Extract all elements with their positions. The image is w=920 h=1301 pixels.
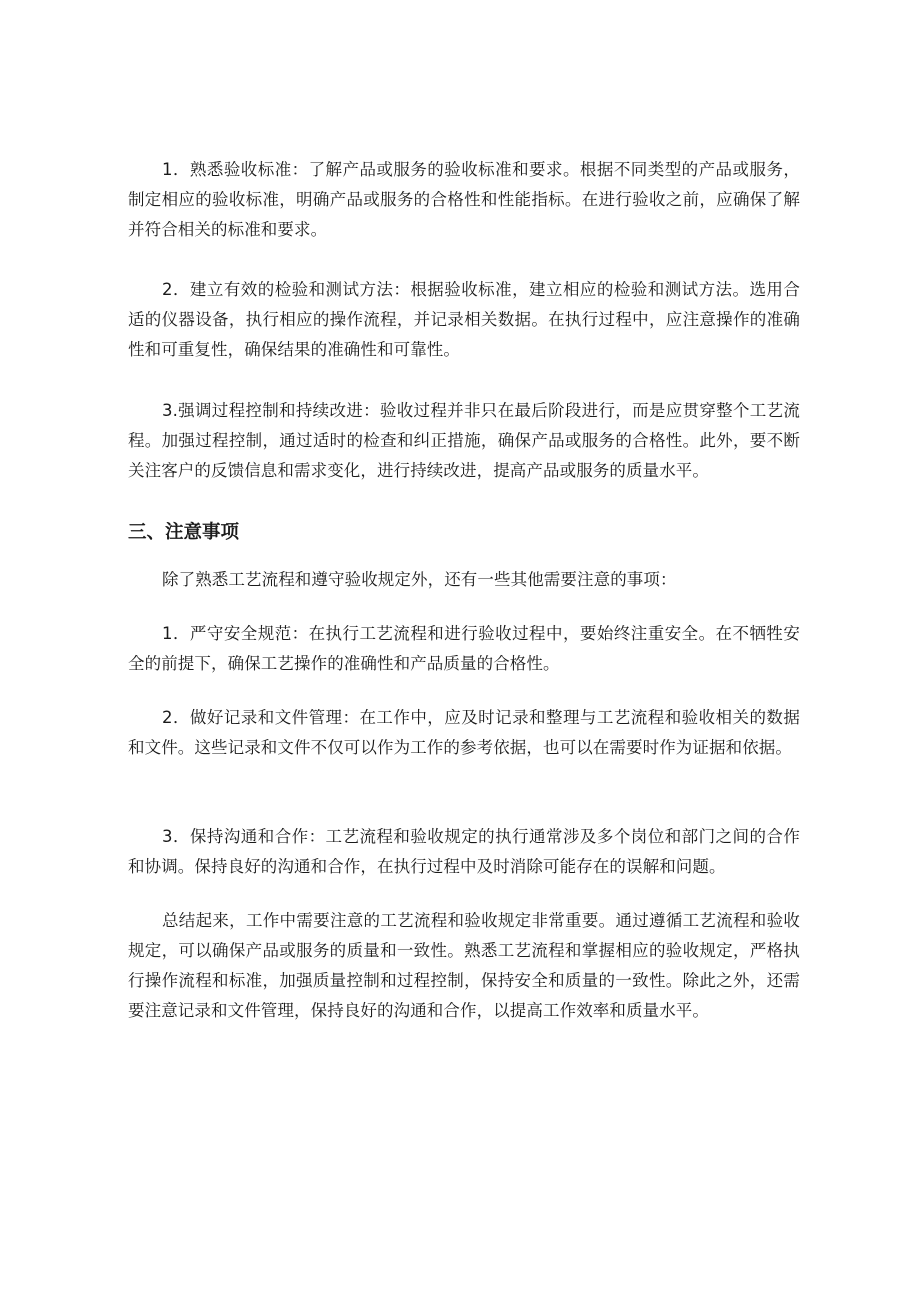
paragraph-communication: 3．保持沟通和合作：工艺流程和验收规定的执行通常涉及多个岗位和部门之间的合作和协调。保持良好的沟通和合作，在执行过程中及时消除可能存在的误解和问题。 bbox=[128, 827, 800, 876]
section-heading-notes: 三、注意事项 bbox=[128, 522, 240, 543]
paragraph-acceptance-standards: 1．熟悉验收标准：了解产品或服务的验收标准和要求。根据不同类型的产品或服务，制定相应的验收标准，明确产品或服务的合格性和性能指标。在进行验收之前，应确保了解并符合相关的标准和要求。 bbox=[128, 160, 800, 239]
paragraph-process-control: 3.强调过程控制和持续改进：验收过程并非只在最后阶段进行，而是应贯穿整个工艺流程。加强过程控制，通过适时的检查和纠正措施，确保产品或服务的合格性。此外，要不断关注客户的反馈信息和需求变化，进行持续改进，提高产品或服务的质量水平。 bbox=[128, 401, 800, 480]
paragraph-safety: 1．严守安全规范：在执行工艺流程和进行验收过程中，要始终注重安全。在不牺牲安全的前提下，确保工艺操作的准确性和产品质量的合格性。 bbox=[128, 624, 800, 673]
paragraph-testing-methods: 2．建立有效的检验和测试方法：根据验收标准，建立相应的检验和测试方法。选用合适的仪器设备，执行相应的操作流程，并记录相关数据。在执行过程中，应注意操作的准确性和可重复性，确保结果的准确性和可靠性。 bbox=[128, 280, 800, 359]
paragraph-records: 2．做好记录和文件管理：在工作中，应及时记录和整理与工艺流程和验收相关的数据和文件。这些记录和文件不仅可以作为工作的参考依据，也可以在需要时作为证据和依据。 bbox=[128, 708, 800, 757]
paragraph-conclusion: 总结起来，工作中需要注意的工艺流程和验收规定非常重要。通过遵循工艺流程和验收规定，可以确保产品或服务的质量和一致性。熟悉工艺流程和掌握相应的验收规定，严格执行操作流程和标准，加强质量控制和过程控制，保持安全和质量的一致性。除此之外，还需要注意记录和文件管理，保持良好的沟通和合作，以提高工作效率和质量水平。 bbox=[128, 911, 800, 1020]
paragraph-notes-intro: 除了熟悉工艺流程和遵守验收规定外，还有一些其他需要注意的事项： bbox=[162, 570, 677, 589]
